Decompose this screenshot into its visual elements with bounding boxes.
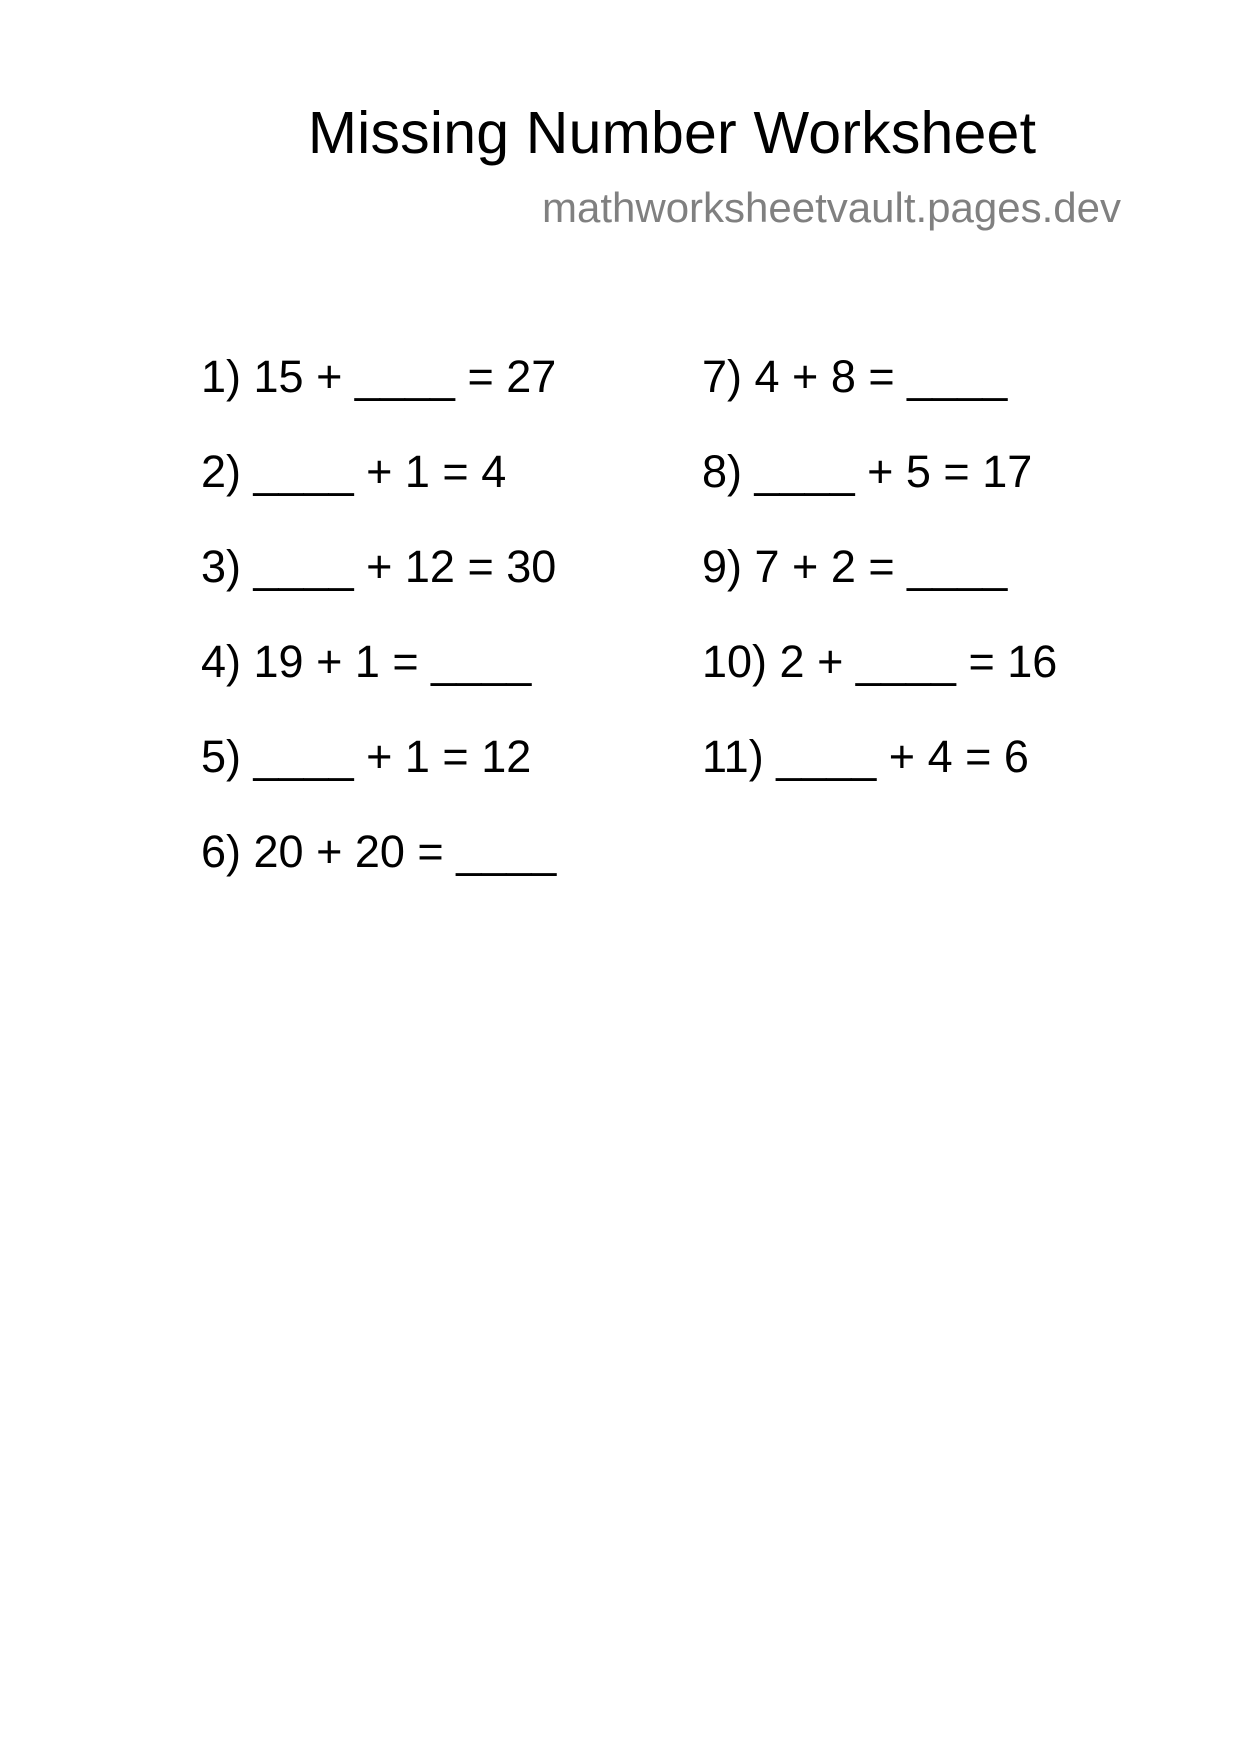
problem-column-right <box>702 348 1057 823</box>
worksheet-title: Missing Number Worksheet <box>307 100 1037 166</box>
problem-9: 9) 7 + 2 = ____ <box>702 541 1008 592</box>
problem-8: 8) ____ + 5 = 17 <box>702 446 1033 497</box>
problem-3: 3) ____ + 12 = 30 <box>201 541 557 592</box>
problem-5: 5) ____ + 1 = 12 <box>201 731 532 782</box>
problem-6: 6) 20 + 20 = ____ <box>201 826 557 877</box>
problem-1: 1) 15 + ____ = 27 <box>201 351 557 402</box>
source-website: mathworksheetvault.pages.dev <box>542 184 1121 231</box>
problem-2: 2) ____ + 1 = 4 <box>201 446 507 497</box>
problem-10: 10) 2 + ____ = 16 <box>702 636 1058 687</box>
problem-4: 4) 19 + 1 = ____ <box>201 636 532 687</box>
problem-column-left <box>201 348 556 918</box>
problem-11: 11) ____ + 4 = 6 <box>702 731 1029 782</box>
problem-7: 7) 4 + 8 = ____ <box>702 351 1008 402</box>
